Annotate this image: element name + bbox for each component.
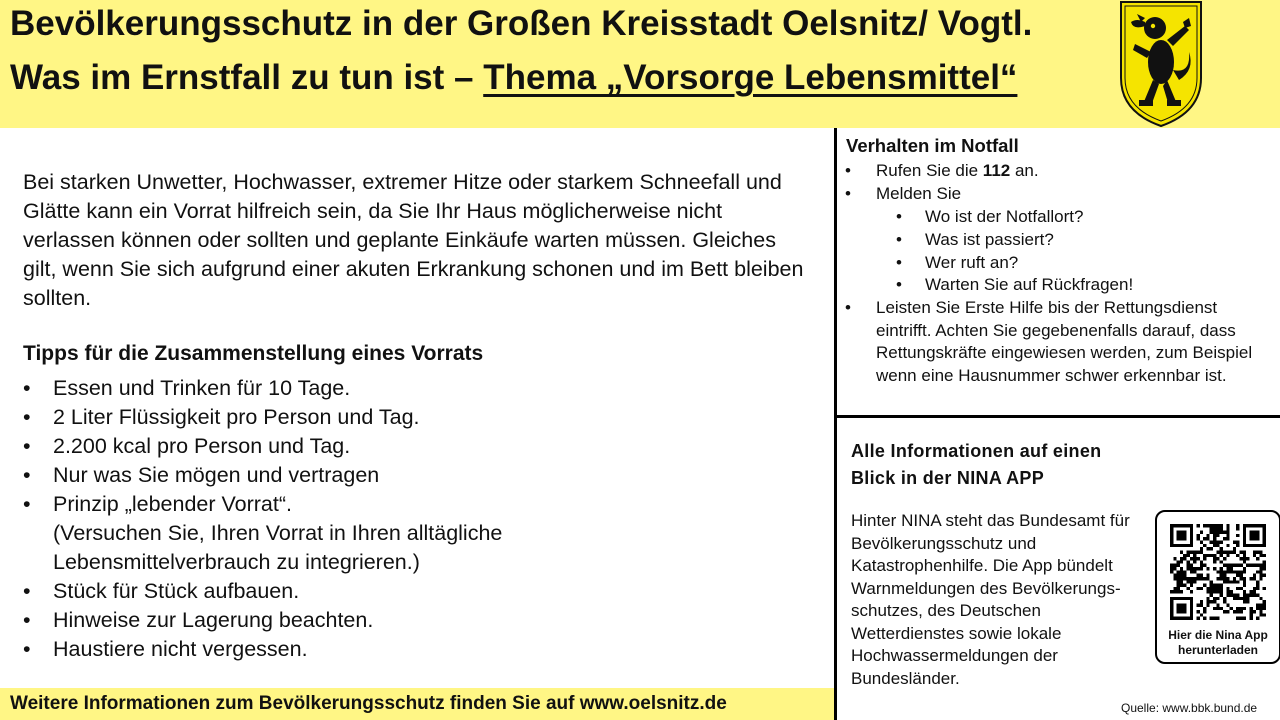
tips-heading: Tipps für die Zusammenstellung eines Vorrats	[23, 342, 484, 365]
vertical-divider	[834, 128, 837, 720]
list-item	[23, 577, 813, 606]
tip-text: 2.200 kcal pro Person und Tag.	[53, 434, 351, 458]
subtitle-prefix: Was im Ernstfall zu tun ist –	[10, 58, 484, 97]
nina-heading	[851, 438, 1101, 491]
notfall-heading: Verhalten im Notfall	[846, 135, 1019, 156]
tip-text: Hinweise zur Lagerung beachten.	[53, 608, 374, 632]
bullet: •	[23, 405, 31, 429]
tip-text: Nur was Sie mögen und vertragen	[53, 463, 380, 487]
qr-download-box[interactable]	[1155, 510, 1280, 664]
bullet: •	[896, 230, 902, 249]
bullet: •	[23, 463, 31, 487]
nina-heading-line2: Blick in der NINA APP	[851, 467, 1045, 488]
horizontal-divider	[837, 415, 1280, 418]
bullet: •	[845, 184, 851, 203]
page-subtitle	[10, 58, 1017, 98]
bullet: •	[845, 298, 851, 317]
bullet: •	[896, 253, 902, 272]
bullet: •	[23, 637, 31, 661]
list-item	[23, 403, 813, 432]
town-crest-icon	[1119, 0, 1203, 128]
erste-hilfe-text: Leisten Sie Erste Hilfe bis der Rettungsdienst eintrifft. Achten Sie gegebenenfalls darauf, dass Rettungskräfte eingewiesen werden, zum Beispiel wenn eine Hausnummer schwer erkennbar ist.	[876, 298, 1253, 385]
qr-label: Hier die Nina App herunterladen	[1168, 628, 1268, 657]
tip-text: Prinzip „lebender Vorrat“.	[53, 492, 292, 516]
notfall-call-text: Rufen Sie die 112 an.	[876, 161, 1039, 180]
bullet: •	[896, 275, 902, 294]
nina-description: Hinter NINA steht das Bundesamt für Bevölkerungsschutz und Katastrophenhilfe. Die App bündelt Warnmeldungen des Bevölkerungs-schutzes, des Deutschen Wetterdienstes sowie lokale Hochwassermeldungen der Bundesländer.	[851, 511, 1130, 688]
question-text: Was ist passiert?	[925, 230, 1054, 249]
notfall-melden-text: Melden Sie	[876, 184, 962, 203]
tip-note-line1: (Versuchen Sie, Ihren Vorrat in Ihren alltägliche	[53, 521, 503, 545]
question-text: Warten Sie auf Rückfragen!	[925, 275, 1134, 294]
tips-list	[23, 374, 813, 664]
bullet: •	[23, 434, 31, 458]
tip-text: Essen und Trinken für 10 Tage.	[53, 376, 351, 400]
question-text: Wo ist der Notfallort?	[925, 207, 1084, 226]
nina-heading-line1: Alle Informationen auf einen	[851, 441, 1102, 461]
header-banner	[0, 0, 1280, 128]
tip-text: Stück für Stück aufbauen.	[53, 579, 300, 603]
list-item	[23, 374, 813, 403]
bullet: •	[23, 376, 31, 400]
tip-note-line2: Lebensmittelverbrauch zu integrieren.)	[53, 550, 420, 574]
bullet: •	[23, 492, 31, 516]
emergency-number: 112	[982, 161, 1011, 180]
question-text: Wer ruft an?	[925, 253, 1019, 272]
list-item	[23, 606, 813, 635]
list-item	[23, 432, 813, 461]
bullet: •	[23, 608, 31, 632]
list-item	[23, 490, 813, 577]
subtitle-topic: Thema „Vorsorge Lebensmittel“	[483, 58, 1018, 97]
list-item	[23, 461, 813, 490]
list-item	[23, 635, 813, 664]
qr-code-icon[interactable]	[1170, 524, 1266, 620]
bullet: •	[845, 161, 851, 180]
footer-banner	[0, 688, 834, 720]
intro-paragraph: Bei starken Unwetter, Hochwasser, extremer Hitze oder starkem Schneefall und Glätte kann ein Vorrat hilfreich sein, da Sie Ihr Haus möglicherweise nicht verlassen können oder sollten und geplante Einkäufe warten müssen. Gleiches gilt, wenn Sie sich aufgrund einer akuten Erkrankung schonen und im Bett bleiben sollten.	[23, 170, 804, 310]
tip-text: Haustiere nicht vergessen.	[53, 637, 308, 661]
footer-text: Weitere Informationen zum Bevölkerungsschutz finden Sie auf www.oelsnitz.de	[10, 693, 727, 714]
bullet: •	[23, 579, 31, 603]
tip-text: 2 Liter Flüssigkeit pro Person und Tag.	[53, 405, 420, 429]
page-title: Bevölkerungsschutz in der Großen Kreisstadt Oelsnitz/ Vogtl.	[10, 4, 1033, 43]
source-note: Quelle: www.bbk.bund.de	[1121, 701, 1258, 715]
bullet: •	[896, 207, 902, 226]
